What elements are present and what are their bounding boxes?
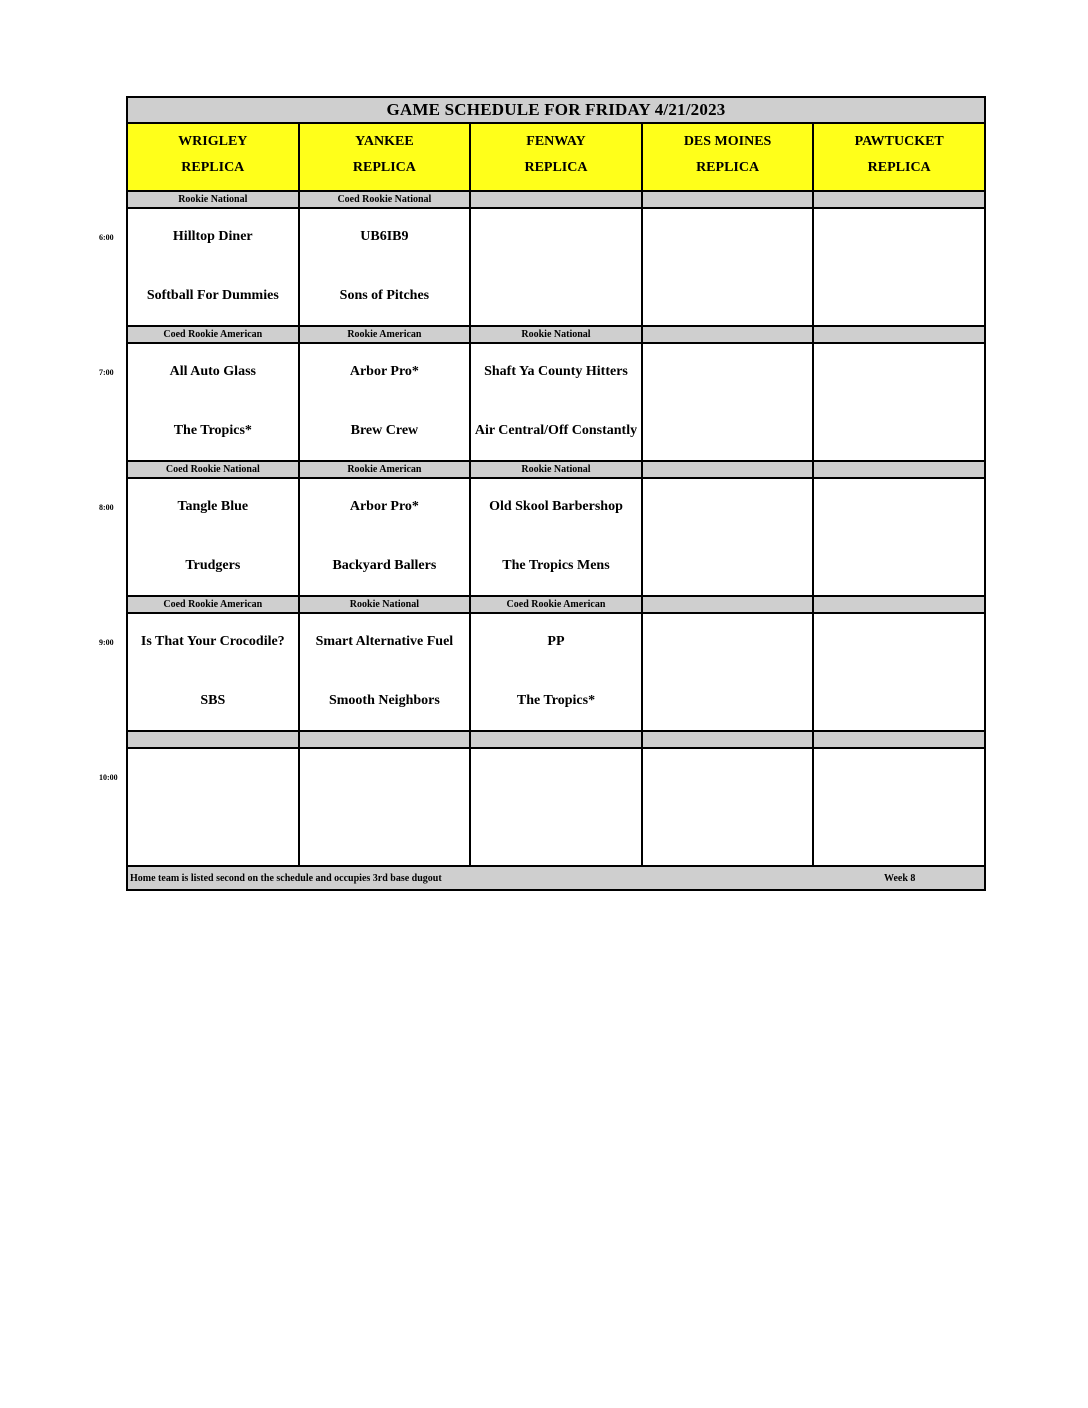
field-subtitle: REPLICA bbox=[352, 160, 416, 175]
division-label bbox=[643, 597, 815, 612]
division-row bbox=[128, 327, 984, 344]
schedule-table bbox=[126, 96, 986, 891]
away-team: PP bbox=[547, 634, 565, 649]
home-team: The Tropics* bbox=[173, 423, 252, 438]
home-team: The Tropics* bbox=[516, 693, 596, 708]
home-team: Smooth Neighbors bbox=[328, 693, 440, 708]
time-slot bbox=[128, 597, 984, 732]
division-label: Rookie National bbox=[471, 327, 643, 342]
field-header bbox=[128, 124, 300, 190]
game-row bbox=[128, 614, 984, 730]
game-cell bbox=[300, 614, 472, 730]
division-label bbox=[471, 192, 643, 207]
game-cell bbox=[814, 209, 984, 325]
division-label bbox=[643, 192, 815, 207]
division-label bbox=[643, 327, 815, 342]
away-team: Arbor Pro* bbox=[349, 499, 419, 514]
field-subtitle: REPLICA bbox=[181, 160, 245, 175]
game-cell bbox=[814, 479, 984, 595]
home-team: Softball For Dummies bbox=[146, 288, 279, 303]
field-header bbox=[643, 124, 815, 190]
game-cell bbox=[128, 614, 300, 730]
field-name: FENWAY bbox=[526, 134, 586, 149]
home-team: Air Central/Off Constantly bbox=[474, 423, 638, 438]
division-label bbox=[814, 732, 984, 747]
game-cell bbox=[300, 479, 472, 595]
division-row bbox=[128, 732, 984, 749]
time-slot bbox=[128, 732, 984, 867]
field-name: YANKEE bbox=[355, 134, 414, 149]
division-label: Coed Rookie American bbox=[128, 597, 300, 612]
field-header-row bbox=[128, 124, 984, 192]
field-subtitle: REPLICA bbox=[867, 160, 931, 175]
game-row bbox=[128, 749, 984, 865]
division-label bbox=[643, 462, 815, 477]
away-team: Hilltop Diner bbox=[172, 229, 253, 244]
division-label bbox=[128, 732, 300, 747]
home-team: Sons of Pitches bbox=[339, 288, 430, 303]
game-cell bbox=[471, 344, 643, 460]
game-cell bbox=[128, 344, 300, 460]
away-team: Shaft Ya County Hitters bbox=[484, 364, 628, 379]
division-row bbox=[128, 192, 984, 209]
home-team: SBS bbox=[200, 693, 226, 708]
home-team: Backyard Ballers bbox=[332, 558, 437, 573]
game-cell bbox=[471, 614, 643, 730]
division-label: Rookie National bbox=[471, 462, 643, 477]
division-label: Rookie American bbox=[300, 462, 472, 477]
division-label bbox=[300, 732, 472, 747]
division-row bbox=[128, 462, 984, 479]
away-team: Smart Alternative Fuel bbox=[315, 634, 454, 649]
division-label: Coed Rookie National bbox=[300, 192, 472, 207]
time-label: 10:00 bbox=[99, 773, 118, 782]
schedule-footer bbox=[128, 867, 984, 889]
game-cell bbox=[814, 749, 984, 865]
week-label: Week 8 bbox=[884, 872, 916, 884]
home-team: Trudgers bbox=[185, 558, 241, 573]
time-label: 9:00 bbox=[99, 638, 114, 647]
game-cell bbox=[643, 209, 815, 325]
away-team: Is That Your Crocodile? bbox=[140, 634, 285, 649]
time-slot bbox=[128, 327, 984, 462]
game-cell bbox=[471, 479, 643, 595]
division-label: Rookie American bbox=[300, 327, 472, 342]
game-cell bbox=[643, 344, 815, 460]
field-header bbox=[814, 124, 984, 190]
division-label bbox=[643, 732, 815, 747]
field-subtitle: REPLICA bbox=[524, 160, 588, 175]
game-cell bbox=[814, 614, 984, 730]
field-header bbox=[300, 124, 472, 190]
division-label bbox=[814, 327, 984, 342]
division-row bbox=[128, 597, 984, 614]
away-team: Old Skool Barbershop bbox=[489, 499, 623, 514]
field-name: DES MOINES bbox=[683, 134, 772, 149]
game-row bbox=[128, 344, 984, 460]
time-slot bbox=[128, 462, 984, 597]
division-label: Coed Rookie American bbox=[471, 597, 643, 612]
game-cell bbox=[128, 749, 300, 865]
game-row bbox=[128, 479, 984, 595]
game-cell bbox=[643, 749, 815, 865]
division-label bbox=[814, 597, 984, 612]
field-subtitle: REPLICA bbox=[696, 160, 760, 175]
game-cell bbox=[471, 209, 643, 325]
division-label: Rookie National bbox=[300, 597, 472, 612]
away-team: Tangle Blue bbox=[177, 499, 249, 514]
away-team: Arbor Pro* bbox=[349, 364, 419, 379]
division-label bbox=[471, 732, 643, 747]
game-cell bbox=[643, 614, 815, 730]
home-team: The Tropics Mens bbox=[502, 558, 610, 573]
home-team: Brew Crew bbox=[350, 423, 419, 438]
division-label bbox=[814, 192, 984, 207]
field-header bbox=[471, 124, 643, 190]
field-name: PAWTUCKET bbox=[854, 134, 944, 149]
home-team-note: Home team is listed second on the schedule and occupies 3rd base dugout bbox=[130, 872, 442, 884]
game-cell bbox=[643, 479, 815, 595]
away-team: UB6IB9 bbox=[360, 229, 409, 244]
time-label: 7:00 bbox=[99, 368, 114, 377]
game-cell bbox=[300, 344, 472, 460]
time-label: 8:00 bbox=[99, 503, 114, 512]
division-label bbox=[814, 462, 984, 477]
division-label: Coed Rookie National bbox=[128, 462, 300, 477]
time-slot bbox=[128, 192, 984, 327]
game-cell bbox=[128, 209, 300, 325]
schedule-title: GAME SCHEDULE FOR FRIDAY 4/21/2023 bbox=[128, 98, 984, 124]
game-cell bbox=[300, 209, 472, 325]
division-label: Coed Rookie American bbox=[128, 327, 300, 342]
division-label: Rookie National bbox=[128, 192, 300, 207]
game-cell bbox=[814, 344, 984, 460]
game-cell bbox=[300, 749, 472, 865]
field-name: WRIGLEY bbox=[178, 134, 248, 149]
game-cell bbox=[128, 479, 300, 595]
away-team: All Auto Glass bbox=[169, 364, 256, 379]
game-cell bbox=[471, 749, 643, 865]
time-label: 6:00 bbox=[99, 233, 114, 242]
game-row bbox=[128, 209, 984, 325]
